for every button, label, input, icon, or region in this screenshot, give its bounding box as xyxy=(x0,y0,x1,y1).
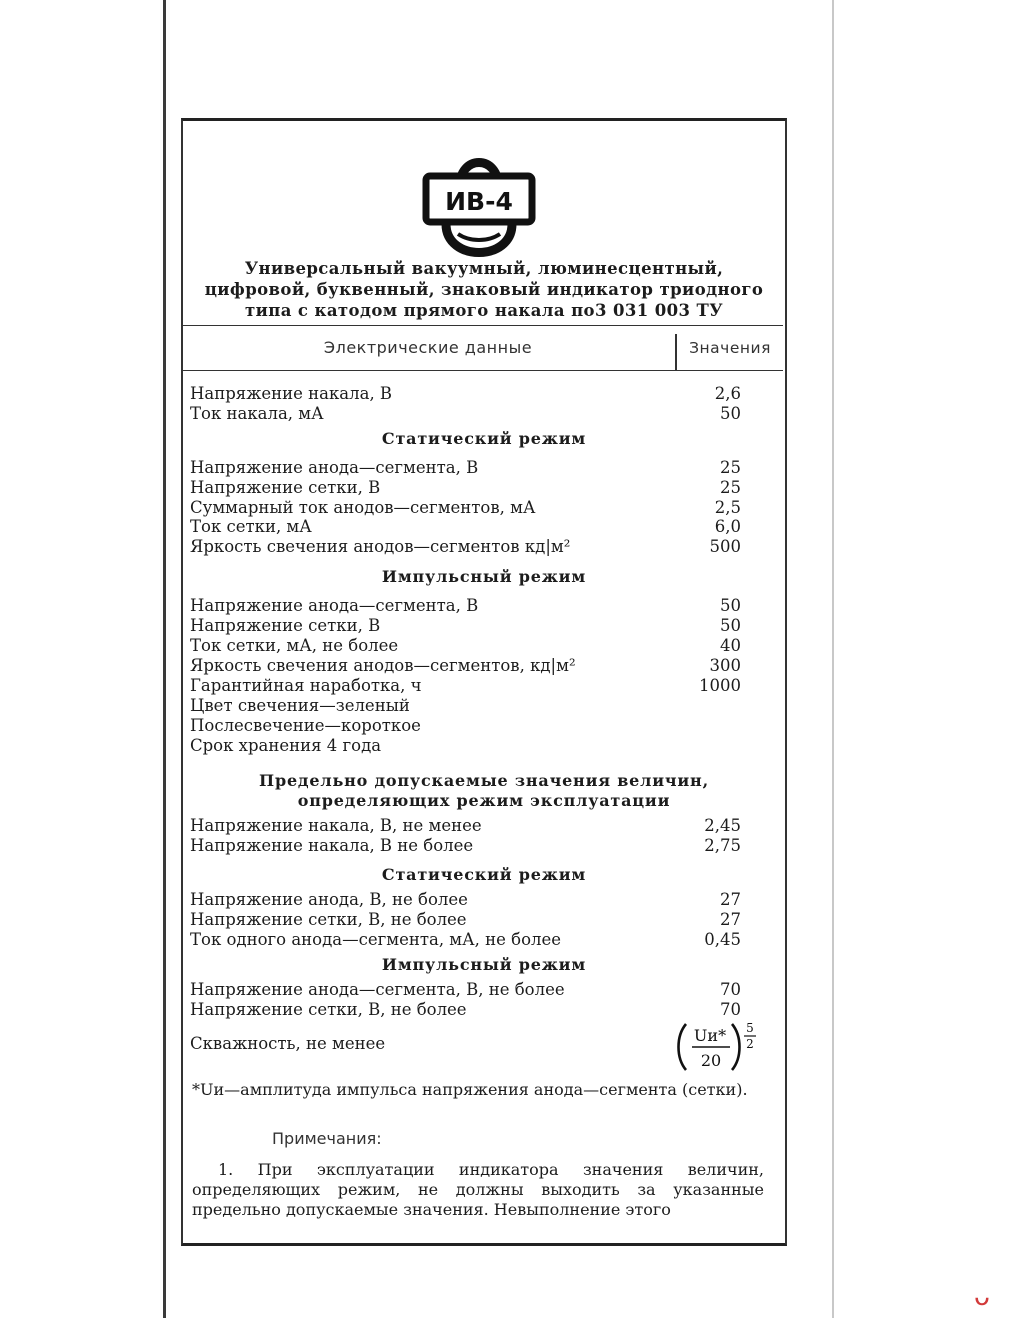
param-label: Ток накала, мА xyxy=(190,404,324,423)
param-value: 50 xyxy=(720,616,741,635)
param-value: 25 xyxy=(720,458,741,477)
device-title xyxy=(185,258,783,321)
param-row xyxy=(190,1000,750,1020)
param-label: Напряжение накала, В xyxy=(190,384,393,403)
param-value: 2,45 xyxy=(704,816,741,835)
section-limits-title: Предельно допускаемые значения величин, xyxy=(259,771,709,790)
param-label: Срок хранения 4 года xyxy=(190,736,382,755)
param-row xyxy=(190,498,750,518)
title-line: цифровой, буквенный, знаковый индикатор триодного xyxy=(204,280,764,299)
param-label: Скважность, не менее xyxy=(190,1034,386,1053)
param-label: Напряжение накала, В не более xyxy=(190,836,474,855)
formula-exponent-den: 2 xyxy=(746,1037,754,1051)
param-value: 2,6 xyxy=(714,384,741,403)
param-value: 50 xyxy=(720,596,741,615)
param-row xyxy=(190,636,750,656)
param-label: Напряжение накала, В, не менее xyxy=(190,816,482,835)
param-label: Напряжение сетки, В xyxy=(190,478,381,497)
param-row xyxy=(190,736,750,756)
section-limits-subtitle: определяющих режим эксплуатации xyxy=(297,791,671,810)
param-row xyxy=(190,616,750,636)
section-pulse-mode: Импульсный режим xyxy=(381,567,587,586)
header-values: Значения xyxy=(689,339,771,357)
param-row xyxy=(190,930,750,950)
notes-title: Примечания: xyxy=(272,1129,382,1148)
param-value: 500 xyxy=(709,537,741,556)
param-label: Послесвечение—короткое xyxy=(190,716,421,735)
note-1: 1. При эксплуатации индикатора значения величин, определяющих режим, не должны выходить за указанные предельно допускаемые значения. Невыполнение этого xyxy=(192,1160,764,1219)
param-value: 6,0 xyxy=(714,517,741,536)
param-label: Гарантийная наработка, ч xyxy=(190,676,422,695)
page-left-edge xyxy=(163,0,166,1318)
param-row xyxy=(190,458,750,478)
param-row xyxy=(190,676,750,696)
param-label: Ток сетки, мА, не более xyxy=(190,636,399,655)
section-pulse-mode-2: Импульсный режим xyxy=(381,955,587,974)
section-static-mode-2: Статический режим xyxy=(381,865,587,884)
param-row xyxy=(190,890,750,910)
param-value: 27 xyxy=(720,910,741,929)
param-label: Напряжение сетки, В, не более xyxy=(190,1000,467,1019)
header-electrical-data: Электрические данные xyxy=(323,338,533,357)
param-row xyxy=(190,656,750,676)
param-label: Яркость свечения анодов—сегментов, кд|м² xyxy=(190,656,576,675)
param-row xyxy=(190,980,750,1000)
footnote: *Uи—амплитуда импульса напряжения анода—сегмента (сетки). xyxy=(192,1080,748,1099)
section-static-mode: Статический режим xyxy=(381,429,587,448)
header-divider xyxy=(675,334,677,370)
page-right-edge xyxy=(832,0,834,1318)
param-value: 0,45 xyxy=(704,930,741,949)
param-value: 300 xyxy=(709,656,741,675)
formula-exponent-num: 5 xyxy=(746,1021,754,1035)
param-value: 50 xyxy=(720,404,741,423)
param-row xyxy=(190,478,750,498)
param-label: Суммарный ток анодов—сегментов, мА xyxy=(190,498,536,517)
param-row-duty xyxy=(190,1034,750,1054)
table-header xyxy=(181,325,783,371)
param-row xyxy=(190,596,750,616)
param-row xyxy=(190,537,750,557)
param-value: 25 xyxy=(720,478,741,497)
param-label: Напряжение анода, В, не более xyxy=(190,890,468,909)
param-row xyxy=(190,384,750,404)
param-label: Напряжение анода—сегмента, В xyxy=(190,458,479,477)
param-value: 70 xyxy=(720,980,741,999)
param-label: Напряжение анода—сегмента, В, не более xyxy=(190,980,565,999)
tube-logo xyxy=(420,134,538,258)
param-label: Ток одного анода—сегмента, мА, не более xyxy=(190,930,562,949)
param-row xyxy=(190,716,750,736)
title-line: типа с катодом прямого накала по3 031 003 ТУ xyxy=(244,301,724,320)
param-row xyxy=(190,517,750,537)
param-row xyxy=(190,404,750,424)
formula-denominator: 20 xyxy=(700,1051,722,1070)
param-row xyxy=(190,696,750,716)
corner-mark: ᴗ xyxy=(974,1282,990,1312)
param-label: Яркость свечения анодов—сегментов кд|м² xyxy=(190,537,571,556)
title-line: Универсальный вакуумный, люминесцентный, xyxy=(244,259,724,278)
param-label: Напряжение сетки, В xyxy=(190,616,381,635)
param-value: 1000 xyxy=(699,676,741,695)
param-value: 70 xyxy=(720,1000,741,1019)
formula-numerator: Uи* xyxy=(693,1026,727,1045)
param-label: Цвет свечения—зеленый xyxy=(190,696,410,715)
param-value: 2,5 xyxy=(714,498,741,517)
param-value: 27 xyxy=(720,890,741,909)
param-row xyxy=(190,836,750,856)
param-label: Напряжение анода—сегмента, В xyxy=(190,596,479,615)
param-label: Напряжение сетки, В, не более xyxy=(190,910,467,929)
param-label: Ток сетки, мА xyxy=(190,517,312,536)
param-row xyxy=(190,910,750,930)
duty-cycle-formula xyxy=(676,1018,762,1074)
logo-text: ИВ-4 xyxy=(445,187,513,216)
param-value: 40 xyxy=(720,636,741,655)
param-value: 2,75 xyxy=(704,836,741,855)
param-row xyxy=(190,816,750,836)
